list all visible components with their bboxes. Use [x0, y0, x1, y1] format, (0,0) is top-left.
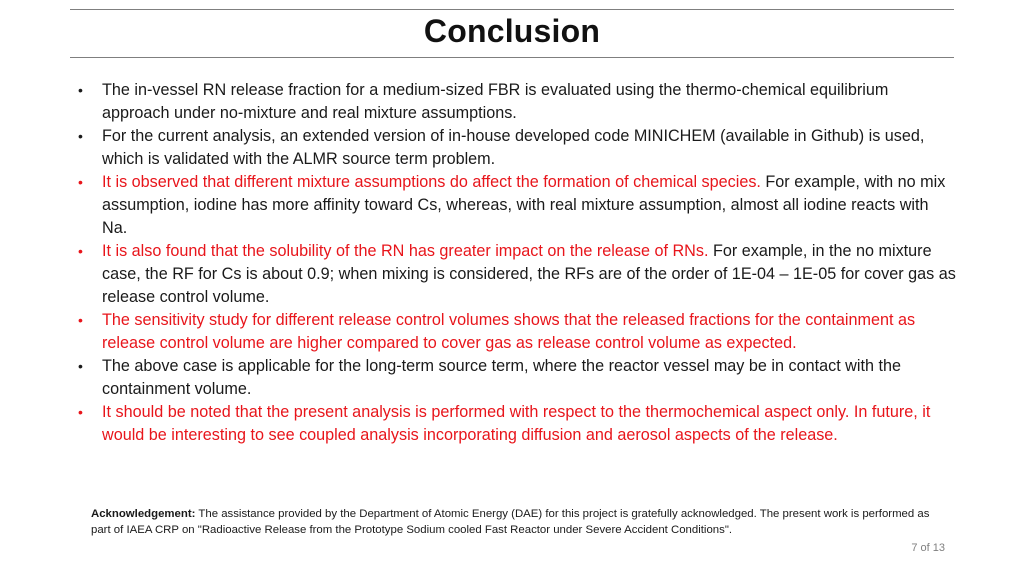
bullet-dot: •: [78, 174, 83, 190]
bullet-dot: •: [78, 82, 83, 98]
bullet-text: For example, in the no mixture case, the RF for Cs is about 0.9; when mixing is considered, the RFs are of the order of 1E-04 – 1E-05 for cover gas as release control volume.: [102, 242, 956, 306]
bullet-highlight: The sensitivity study for different release control volumes shows that the released fractions for the containment as release control volume are higher compared to cover gas as release control volume as expected.: [102, 311, 916, 352]
bullet-dot: •: [78, 358, 83, 374]
bullet-dot: •: [78, 312, 83, 328]
title-bottom-rule: [70, 57, 954, 58]
conclusion-bullet-list: [76, 79, 956, 447]
bullet-dot: •: [78, 404, 83, 420]
bullet-item-3: [76, 171, 956, 240]
bullet-item-7: [76, 401, 956, 447]
bullet-text: For the current analysis, an extended version of in-house developed code MINICHEM (available in Github) is used, which is validated with the ALMR source term problem.: [102, 127, 925, 168]
bullet-item-1: [76, 79, 956, 125]
bullet-highlight: It is observed that different mixture assumptions do affect the formation of chemical species.: [102, 173, 761, 191]
slide-title: Conclusion: [423, 13, 601, 49]
bullet-item-5: [76, 309, 956, 355]
acknowledgement-label: Acknowledgement:: [91, 508, 196, 520]
bullet-dot: •: [78, 128, 83, 144]
bullet-item-6: [76, 355, 956, 401]
bullet-highlight: It should be noted that the present analysis is performed with respect to the thermochemical aspect only. In future, it would be interesting to see coupled analysis incorporating diffusion and aerosol aspects of the release.: [102, 403, 931, 444]
acknowledgement: [91, 506, 946, 538]
bullet-highlight: It is also found that the solubility of the RN has greater impact on the release of RNs.: [102, 242, 709, 260]
bullet-item-2: [76, 125, 956, 171]
title-top-rule: [70, 9, 954, 10]
bullet-item-4: [76, 240, 956, 309]
bullet-text: The in-vessel RN release fraction for a medium-sized FBR is evaluated using the thermo-chemical equilibrium approach under no-mixture and real mixture assumptions.: [102, 81, 889, 122]
acknowledgement-text: The assistance provided by the Department of Atomic Energy (DAE) for this project is gratefully acknowledged. The present work is performed as part of IAEA CRP on "Radioactive Release from the Prototype Sodium cooled Fast Reactor under Severe Accident Conditions".: [91, 508, 930, 536]
bullet-text: The above case is applicable for the long-term source term, where the reactor vessel may be in contact with the containment volume.: [102, 357, 901, 398]
bullet-text: For example, with no mix assumption, iodine has more affinity toward Cs, whereas, with real mixture assumption, almost all iodine reacts with Na.: [102, 173, 946, 237]
page-number: 7 of 13: [911, 542, 945, 554]
bullet-dot: •: [78, 243, 83, 259]
